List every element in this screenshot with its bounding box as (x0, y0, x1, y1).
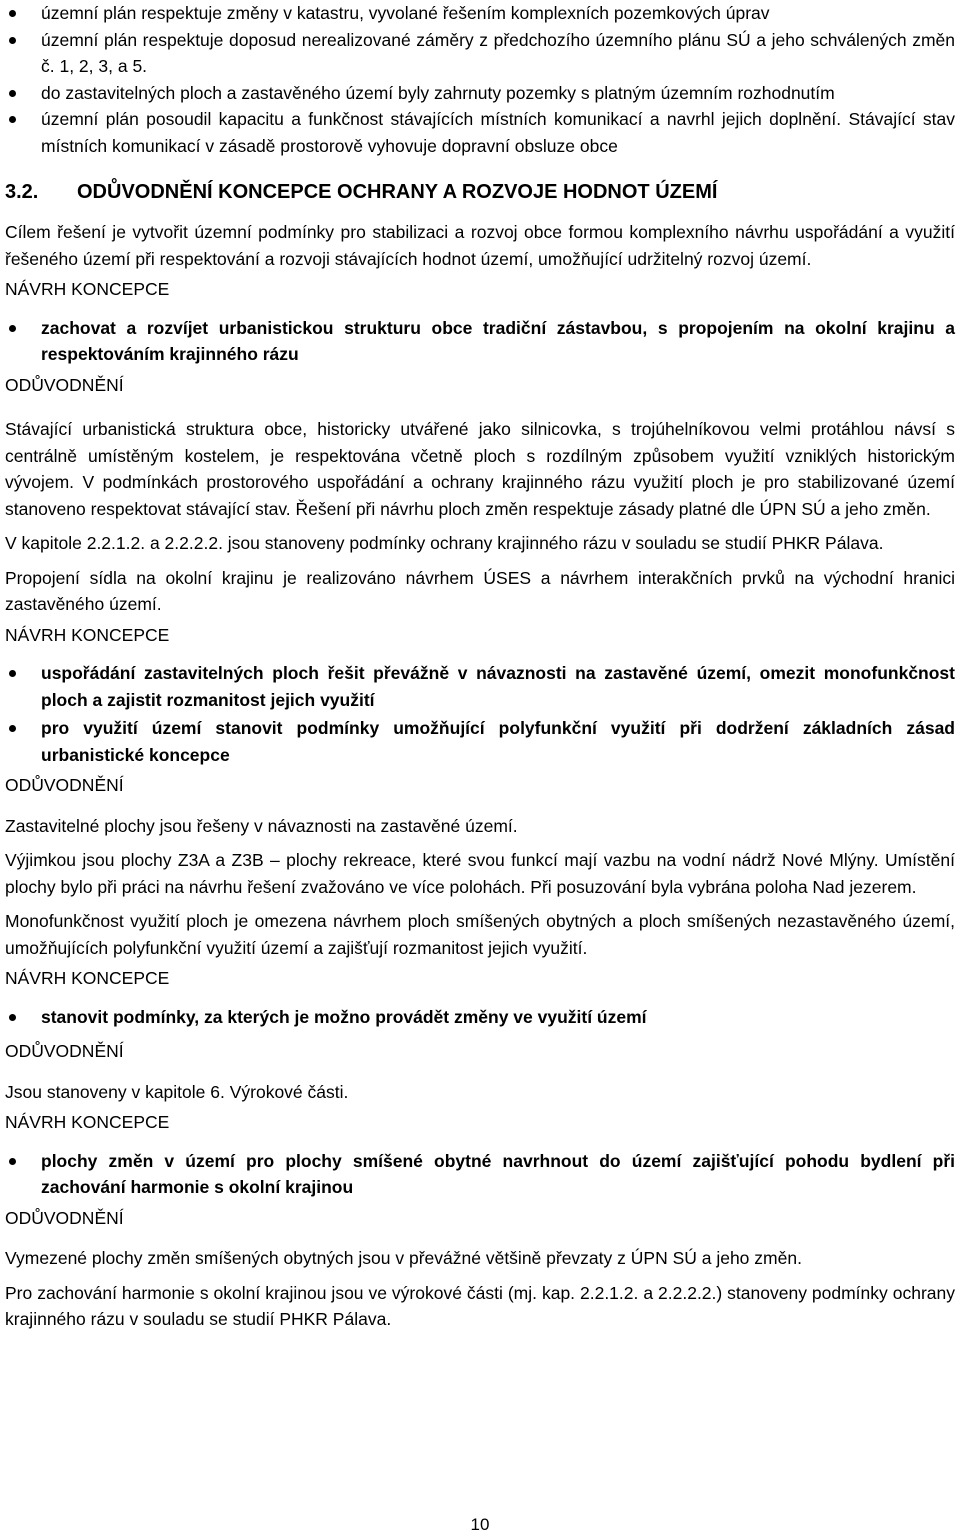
intro-paragraph: Cílem řešení je vytvořit územní podmínky pro stabilizaci a rozvoj obce formou komplexního návrhu uspořádání a využití řešeného území při respektování a rozvoji stávajících hodnot území, umožňující udržitelný rozvoj území. (5, 222, 955, 269)
oduvodneni-label: ODŮVODNĚNÍ (5, 1041, 124, 1061)
navrh-koncepce-label: NÁVRH KONCEPCE (5, 1112, 170, 1132)
oduvodneni-label: ODŮVODNĚNÍ (5, 775, 124, 795)
document-page (5, 0, 955, 1333)
paragraph: Pro zachování harmonie s okolní krajinou jsou ve výrokové části (mj. kap. 2.2.1.2. a 2.2.2.2.) stanoveny podmínky ochrany krajinného rázu v souladu se studií PHKR Pálava. (5, 1282, 955, 1329)
navrh-koncepce-label: NÁVRH KONCEPCE (5, 968, 170, 988)
navrh-koncepce-label: NÁVRH KONCEPCE (5, 279, 170, 299)
top-bullet-list (5, 0, 955, 159)
list-item: územní plán respektuje doposud nerealizované záměry z předchozího územního plánu SÚ a jeho schválených změn č. 1, 2, 3, a 5. (5, 27, 955, 80)
paragraph: Stávající urbanistická struktura obce, historicky utvářené jako silnicovka, s trojúhelníkovou velmi protáhlou návsí s centrálně umístěným kostelem, je respektována včetně ploch s rozdílným způsobem využití vzniklých historickým vývojem. V podmínkách prostorového uspořádání a ochrany krajinného rázu využití ploch je pro stabilizované území stanoveno respektovat stávající stav. Řešení při návrhu ploch změn respektuje zásady platné dle ÚPN SÚ a jeho změn. (5, 419, 955, 519)
paragraph: Propojení sídla na okolní krajinu je realizováno návrhem ÚSES a návrhem interakčních prvků na východní hranici zastavěného území. (5, 567, 955, 614)
list-item: územní plán respektuje změny v katastru, vyvolané řešením komplexních pozemkových úprav (5, 0, 955, 27)
paragraph: Výjimkou jsou plochy Z3A a Z3B – plochy rekreace, které svou funkcí mají vazbu na vodní nádrž Nové Mlýny. Umístění plochy bylo při práci na návrhu řešení zvažováno ve více polohách. Při posuzování byla vybrána poloha Nad jezerem. (5, 850, 955, 897)
list-item: pro využití území stanovit podmínky umožňující polyfunkční využití při dodržení základních zásad urbanistické koncepce (5, 715, 955, 768)
section-number: 3.2. (5, 181, 39, 203)
list-item: územní plán posoudil kapacitu a funkčnost stávajících místních komunikací a navrhl jejich doplnění. Stávající stav místních komunikací v zásadě prostorově vyhovuje dopravní obsluze obce (5, 106, 955, 159)
page-number: 10 (470, 1515, 490, 1534)
navrh-koncepce-label: NÁVRH KONCEPCE (5, 624, 170, 645)
paragraph: Monofunkčnost využití ploch je omezena návrhem ploch smíšených obytných a ploch smíšených nezastavěného území, umožňujících polyfunkční využití území a zajišťují rozmanitost jejich využití. (5, 911, 955, 958)
paragraph: Zastavitelné plochy jsou řešeny v návaznosti na zastavěné území. (5, 815, 518, 836)
section-heading (5, 179, 955, 205)
paragraph: Vymezené plochy změn smíšených obytných jsou v převážné většině převzaty z ÚPN SÚ a jeho změn. (5, 1248, 802, 1268)
list-item: stanovit podmínky, za kterých je možno provádět změny ve využití území (5, 1004, 955, 1031)
oduvodneni-label: ODŮVODNĚNÍ (5, 1207, 124, 1228)
list-item: do zastavitelných ploch a zastavěného území byly zahrnuty pozemky s platným územním rozhodnutím (5, 80, 955, 107)
paragraph: V kapitole 2.2.1.2. a 2.2.2.2. jsou stanoveny podmínky ochrany krajinného rázu v souladu se studií PHKR Pálava. (5, 533, 884, 553)
list-item: uspořádání zastavitelných ploch řešit převážně v návaznosti na zastavěné území, omezit monofunkčnost ploch a zajistit rozmanitost jejich využití (5, 660, 955, 713)
list-item: plochy změn v území pro plochy smíšené obytné navrhnout do území zajišťující pohodu bydlení při zachování harmonie s okolní krajinou (5, 1148, 955, 1201)
oduvodneni-label: ODŮVODNĚNÍ (5, 374, 124, 395)
paragraph: Jsou stanoveny v kapitole 6. Výrokové části. (5, 1081, 349, 1102)
list-item: zachovat a rozvíjet urbanistickou strukturu obce tradiční zástavbou, s propojením na okolní krajinu a respektováním krajinného rázu (5, 315, 955, 368)
section-title: ODŮVODNĚNÍ KONCEPCE OCHRANY A ROZVOJE HODNOT ÚZEMÍ (77, 181, 718, 203)
